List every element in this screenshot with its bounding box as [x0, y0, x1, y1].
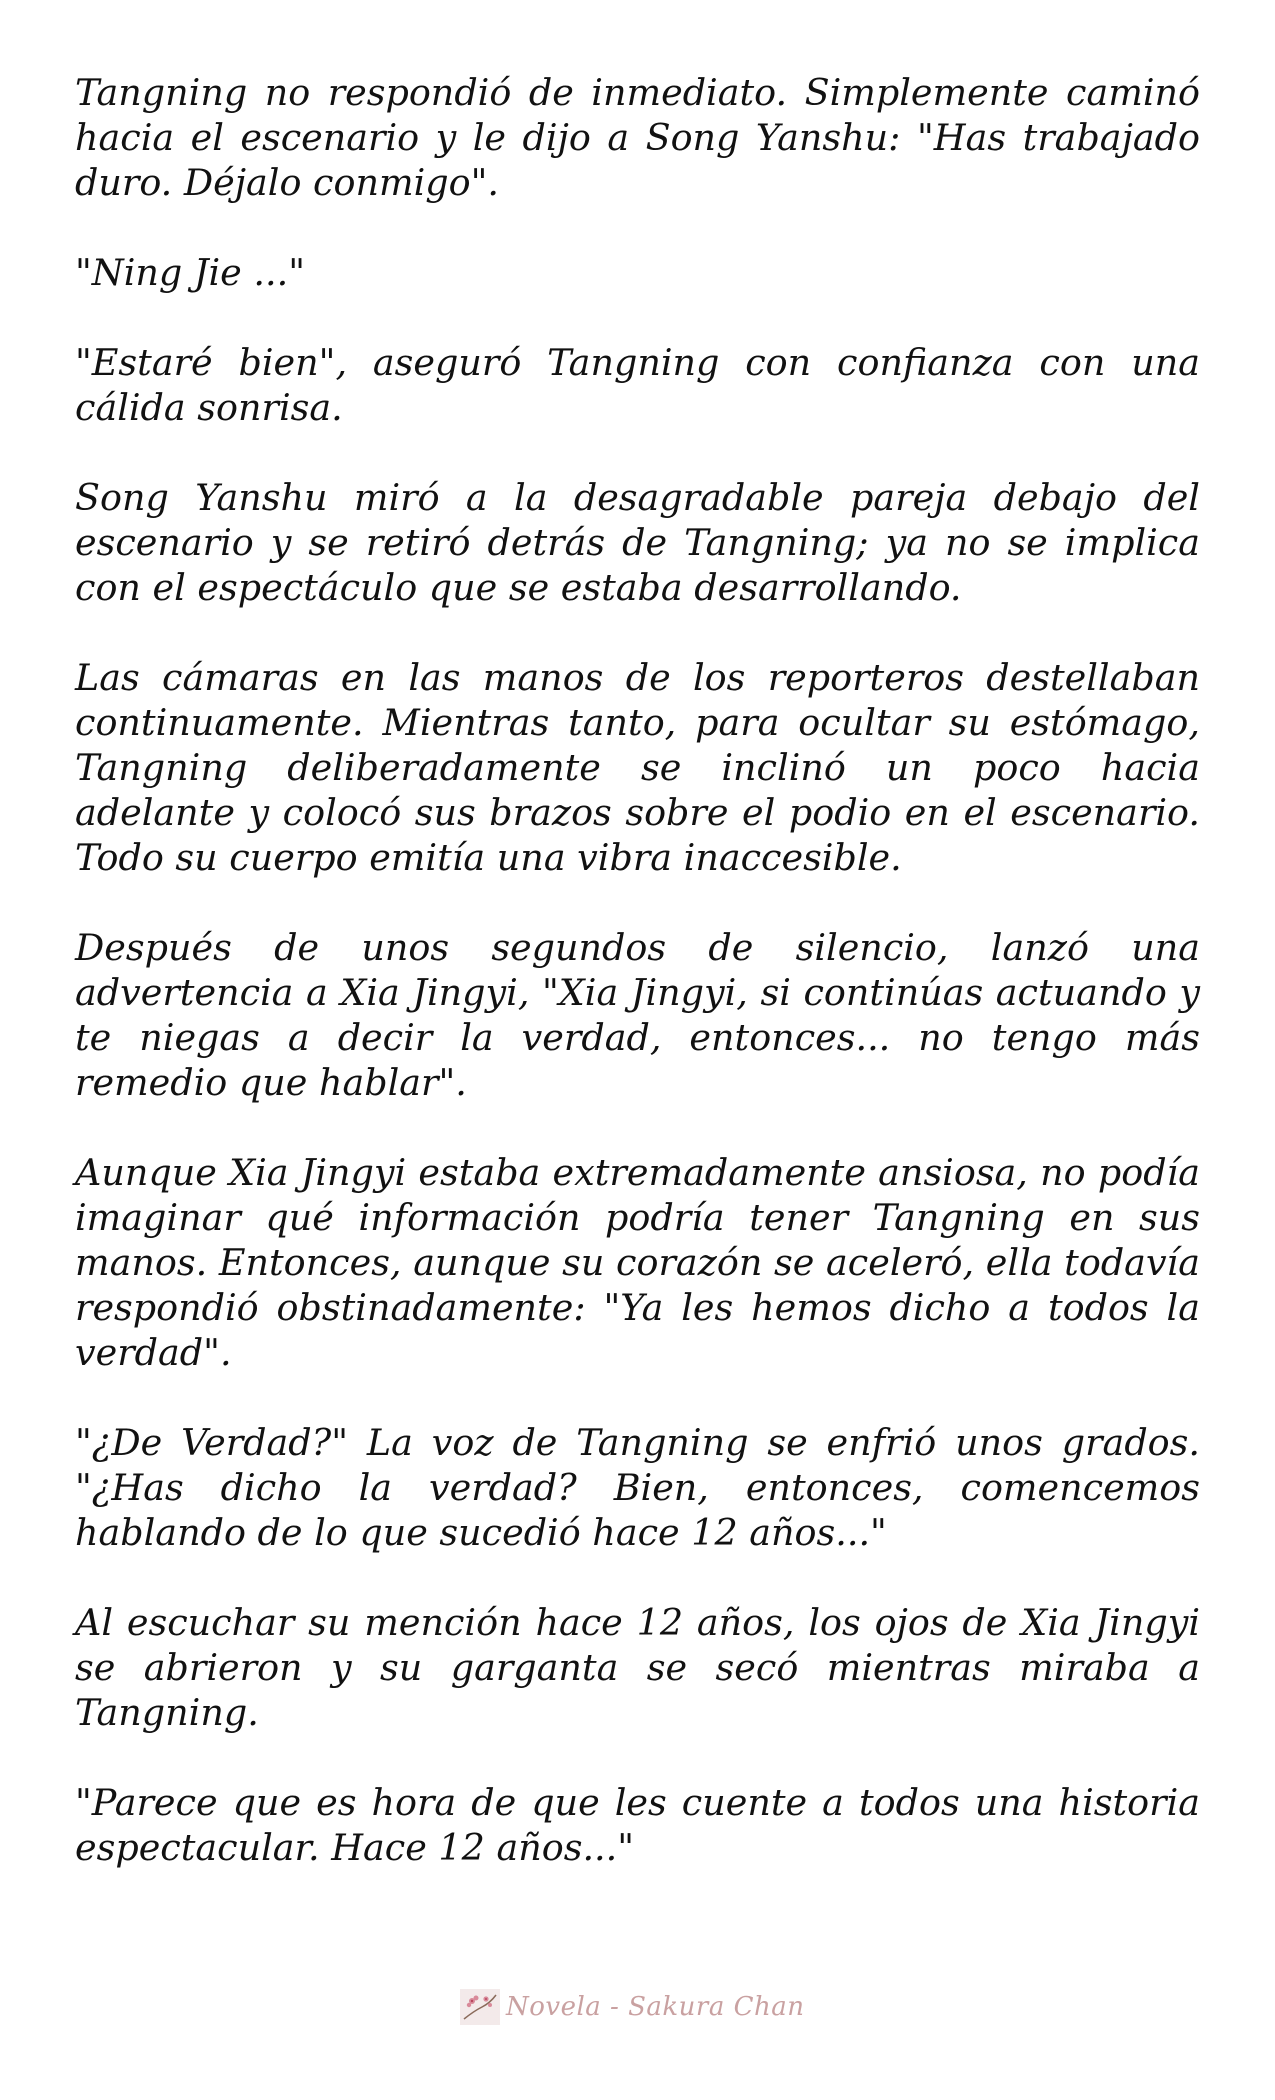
paragraph: Al escuchar su mención hace 12 años, los ojos de Xia Jingyi se abrieron y su garganta se secó mientras miraba a Tangning.	[75, 1601, 1200, 1734]
paragraph: "Ning Jie ..."	[75, 251, 305, 294]
story-text	[75, 70, 1200, 1915]
paragraph: Song Yanshu miró a la desagradable pareja debajo del escenario y se retiró detrás de Tangning; ya no se implica con el espectáculo que se estaba desarrollando.	[75, 476, 1200, 609]
paragraph: Las cámaras en las manos de los reporteros destellaban continuamente. Mientras tanto, para ocultar su estómago, Tangning deliberadamente se inclinó un poco hacia adelante y colocó sus brazos sobre el podio en el escenario. Todo su cuerpo emitía una vibra inaccesible.	[75, 656, 1200, 879]
paragraph: Tangning no respondió de inmediato. Simplemente caminó hacia el escenario y le dijo a Song Yanshu: "Has trabajado duro. Déjalo conmigo".	[75, 71, 1200, 204]
watermark-footer	[460, 1982, 840, 2032]
sakura-blossom-icon	[460, 1989, 500, 2025]
watermark-text: Novela - Sakura Chan	[506, 1992, 805, 2022]
paragraph: "¿De Verdad?" La voz de Tangning se enfrió unos grados. "¿Has dicho la verdad? Bien, entonces, comencemos hablando de lo que sucedió hace 12 años..."	[75, 1421, 1200, 1554]
paragraph: "Parece que es hora de que les cuente a todos una historia espectacular. Hace 12 años..."	[75, 1781, 1200, 1869]
paragraph: Aunque Xia Jingyi estaba extremadamente ansiosa, no podía imaginar qué información podría tener Tangning en sus manos. Entonces, aunque su corazón se aceleró, ella todavía respondió obstinadamente: "Ya les hemos dicho a todos la verdad".	[75, 1151, 1200, 1374]
paragraph: Después de unos segundos de silencio, lanzó una advertencia a Xia Jingyi, "Xia Jingyi, si continúas actuando y te niegas a decir la verdad, entonces... no tengo más remedio que hablar".	[75, 926, 1200, 1104]
paragraph: "Estaré bien", aseguró Tangning con confianza con una cálida sonrisa.	[75, 341, 1200, 429]
